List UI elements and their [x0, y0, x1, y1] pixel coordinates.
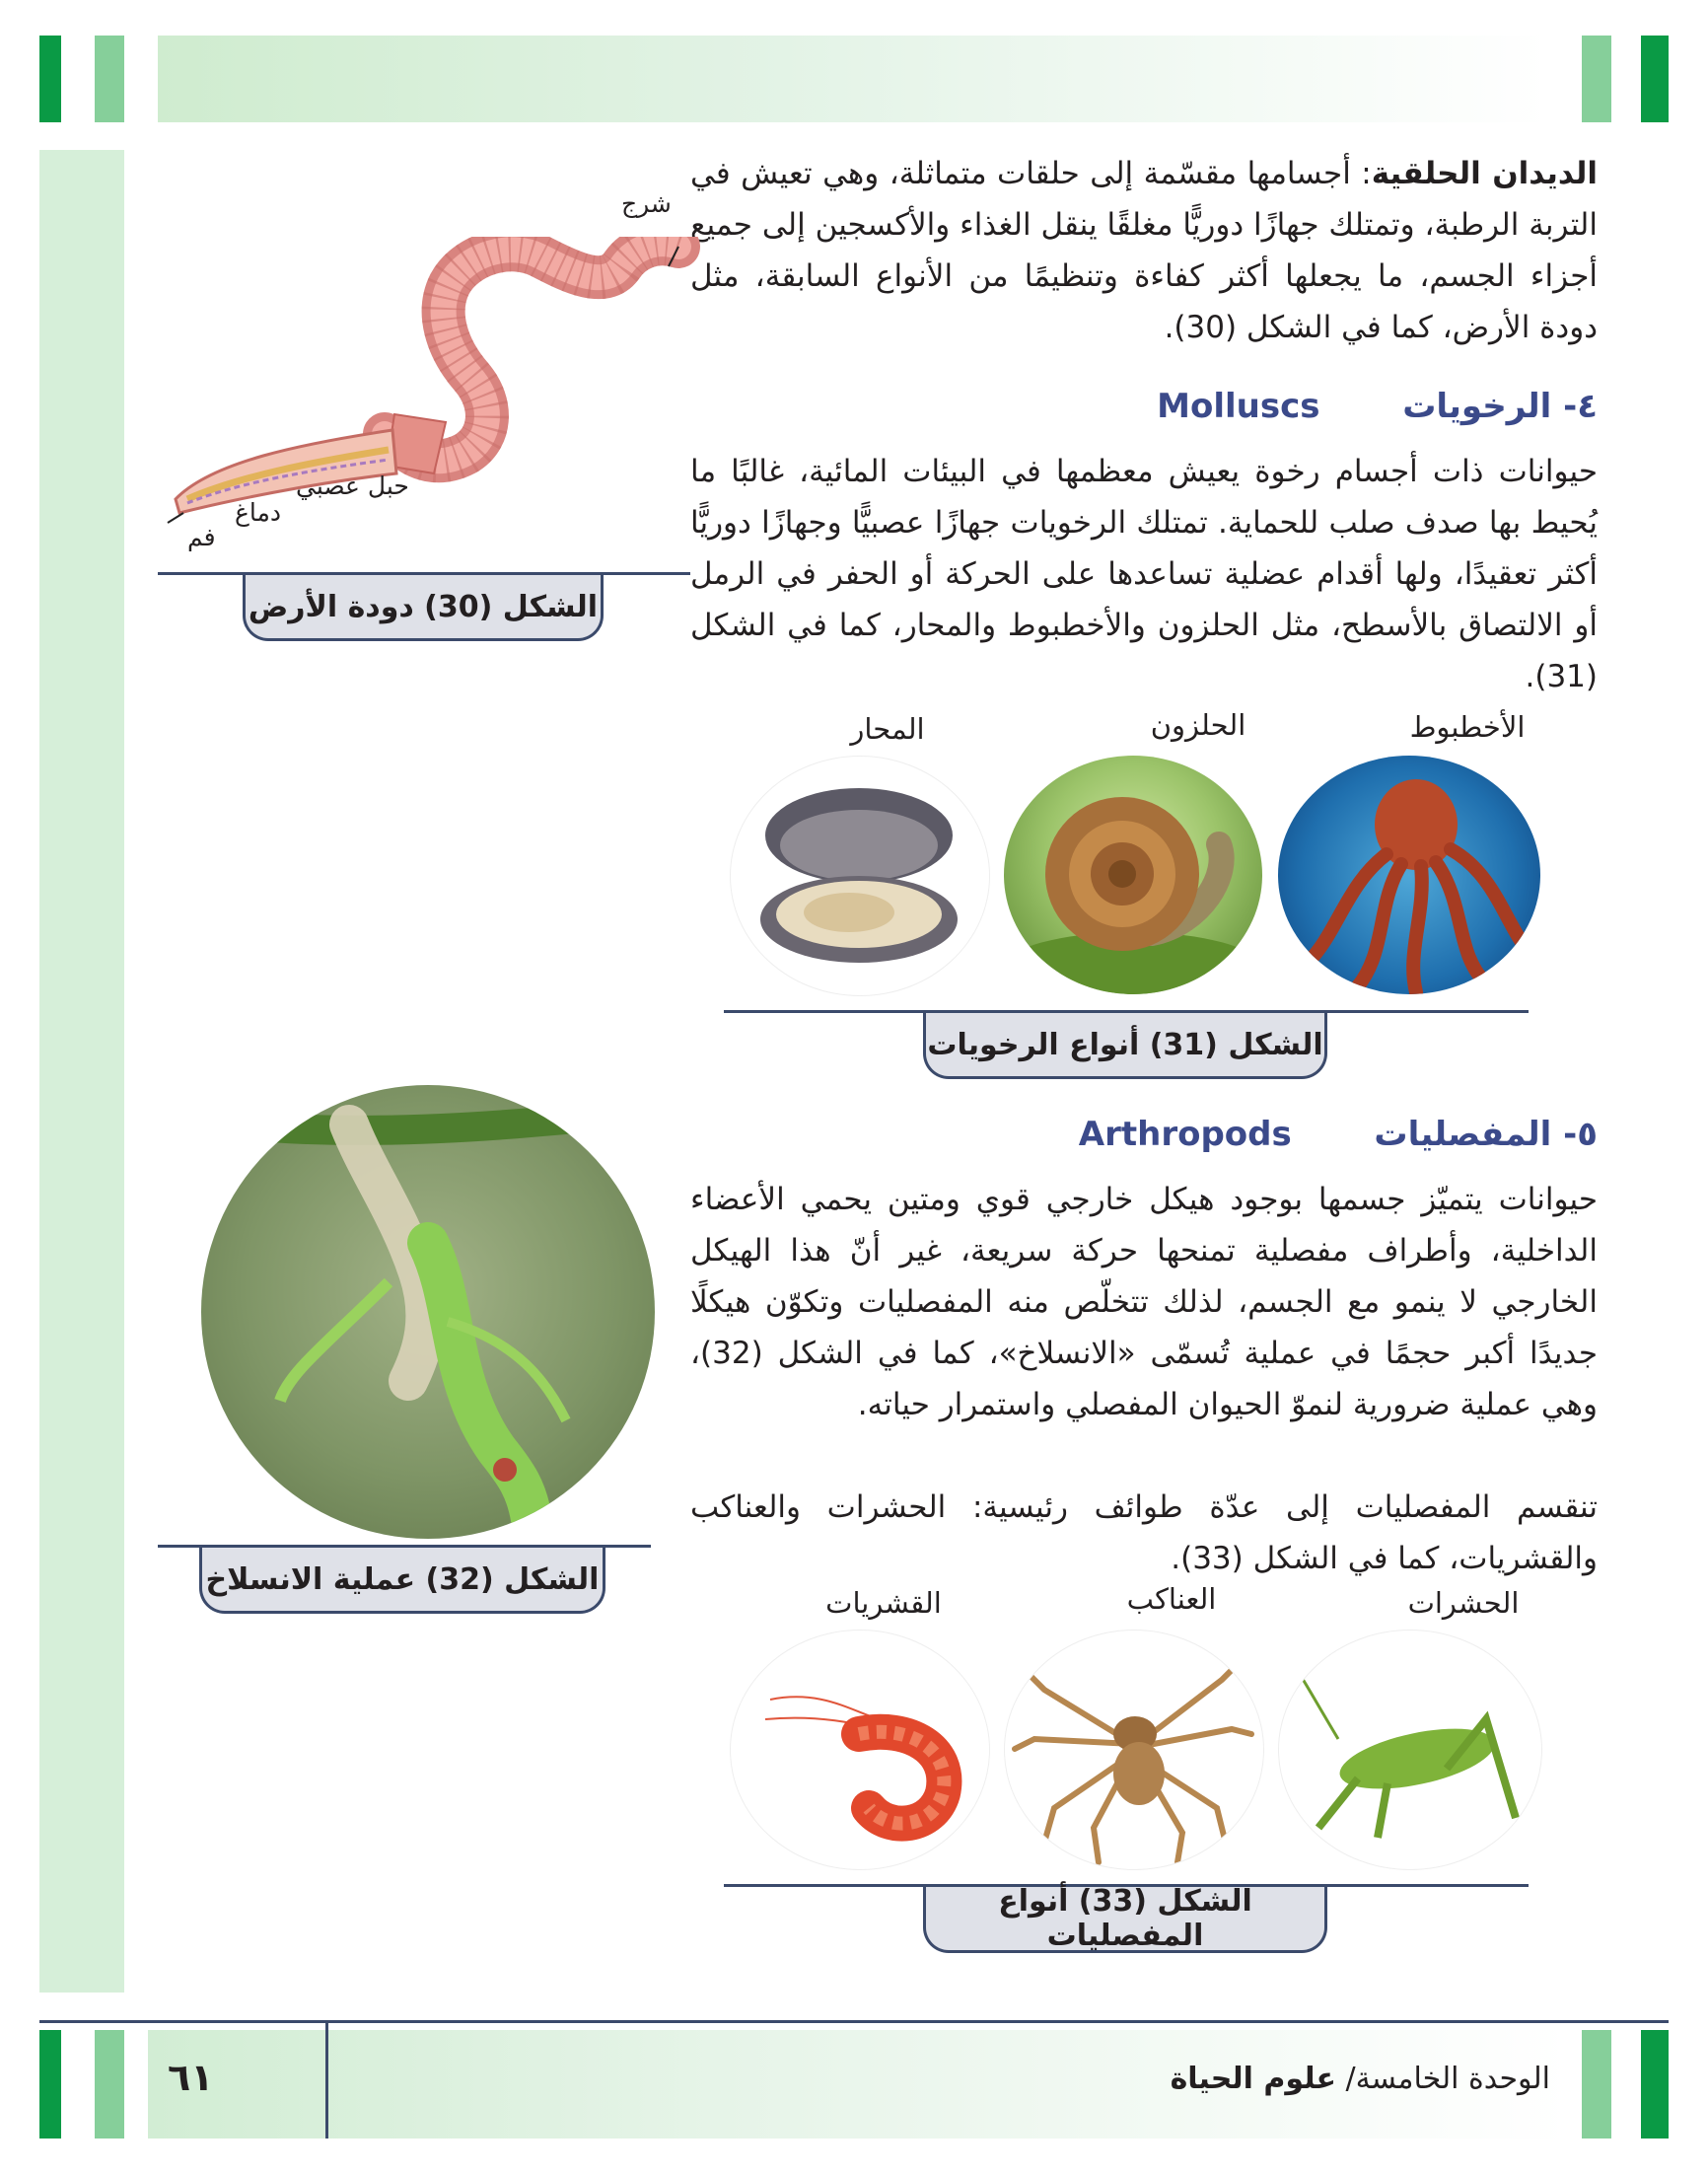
footer-bar-left-dark [39, 2030, 61, 2139]
fig32-caption-text: الشكل (32) عملية الانسلاخ [205, 1561, 600, 1597]
arthropods-paragraph-2: تنقسم المفصليات إلى عدّة طوائف رئيسية: الحشرات والعناكب والقشريات، كما في الشكل (33). [690, 1489, 1598, 1576]
octopus-label: الأخطبوط [1409, 710, 1526, 744]
snail-label: الحلزون [1150, 708, 1246, 742]
header-band [158, 36, 1548, 122]
grasshopper-image [1278, 1630, 1542, 1870]
footer-bar-right-dark [1641, 2030, 1669, 2139]
fig32-caption [199, 1548, 605, 1614]
molting-image [201, 1085, 655, 1539]
molluscs-paragraph: حيوانات ذات أجسام رخوة يعيش معظمها في البيئات المائية، غالبًا ما يُحيط بها صدف صلب للحماية. تمتلك الرخويات جهازًا عصبيًّا وجهازًا دوريًّا أكثر تعقيدًا، ولها أقدام عضلية تساعدها على الحركة أو الحفر في الرمل أو الالتصاق بالأسطح، مثل الحلزون والأخطبوط والمحار، كما في الشكل (31). [690, 454, 1598, 694]
arthropods-heading-ar: ٥- المفصليات [1374, 1115, 1598, 1154]
footer-unit-subject [1171, 2062, 1550, 2096]
insects-label: الحشرات [1407, 1586, 1520, 1620]
footer-divider [325, 2020, 328, 2139]
arthropods-heading [1079, 1115, 1598, 1154]
fig31-caption [923, 1013, 1327, 1079]
spiders-label: العناكب [1126, 1582, 1217, 1616]
fig33-caption [923, 1884, 1327, 1953]
octopus-image [1278, 756, 1540, 994]
molluscs-heading-ar: ٤- الرخويات [1402, 387, 1598, 426]
fig31-caption-text: الشكل (31) أنواع الرخويات [927, 1027, 1323, 1062]
worm-label-brain: دماغ [235, 498, 282, 527]
annelids-paragraph [690, 148, 1598, 353]
worm-label-mouth: فم [187, 523, 216, 551]
footer-bar-right-light [1582, 2030, 1611, 2139]
clam-image [730, 756, 990, 996]
snail-image [1004, 756, 1262, 994]
arthropods-paragraph-1: حيوانات يتميّز جسمها بوجود هيكل خارجي قوي ومتين يحمي الأعضاء الداخلية، وأطراف مفصلية تمنحها حركة سريعة، غير أنّ هذا الهيكل الخارجي لا ينمو مع الجسم، لذلك تتخلّص منه المفصليات وتكوّن هيكلًا جديدًا أكبر حجمًا في عملية تُسمّى «الانسلاخ»، كما في الشكل (32)، وهي عملية ضرورية لنموّ الحيوان المفصلي واستمرار حياته. [690, 1182, 1598, 1422]
footer-unit: الوحدة الخامسة/ [1335, 2062, 1550, 2096]
clam-label: المحار [850, 712, 925, 746]
header-bar-right-light [1582, 36, 1611, 122]
worm-label-anus: شرج [621, 189, 672, 218]
fig30-caption-text: الشكل (30) دودة الأرض [248, 589, 599, 624]
header-bar-left-light [95, 36, 124, 122]
footer-subject: علوم الحياة [1170, 2062, 1336, 2096]
page-number: ٦١ [168, 2056, 214, 2099]
spider-image [1004, 1630, 1264, 1870]
shrimp-image [730, 1630, 990, 1870]
arthropods-heading-en: Arthropods [1078, 1115, 1292, 1154]
crustaceans-label: القشريات [825, 1586, 942, 1620]
molluscs-heading [1157, 387, 1598, 426]
worm-label-nerve-cord: حبل عصبي [296, 471, 409, 500]
header-bar-right-dark [1641, 36, 1669, 122]
annelids-term: الديدان الحلقية [1371, 156, 1599, 191]
annelids-text: : أجسامها مقسّمة إلى حلقات متماثلة، وهي تعيش في التربة الرطبة، وتمتلك جهازًا دوريًّا مغلقًا ينقل الغذاء والأكسجين إلى جميع أجزاء الجسم، ما يجعلها أكثر كفاءة وتنظيمًا من الأنواع السابقة، مثل دودة الأرض، كما في الشكل (30). [690, 156, 1598, 345]
earthworm-illustration [158, 237, 710, 533]
header-bar-left-dark [39, 36, 61, 122]
molluscs-heading-en: Molluscs [1157, 387, 1320, 426]
side-strip [39, 150, 124, 1993]
fig30-caption [243, 575, 604, 641]
fig33-caption-text: الشكل (33) أنواع المفصليات [998, 1884, 1252, 1953]
footer-rule [39, 2020, 1669, 2023]
footer-bar-left-light [95, 2030, 124, 2139]
